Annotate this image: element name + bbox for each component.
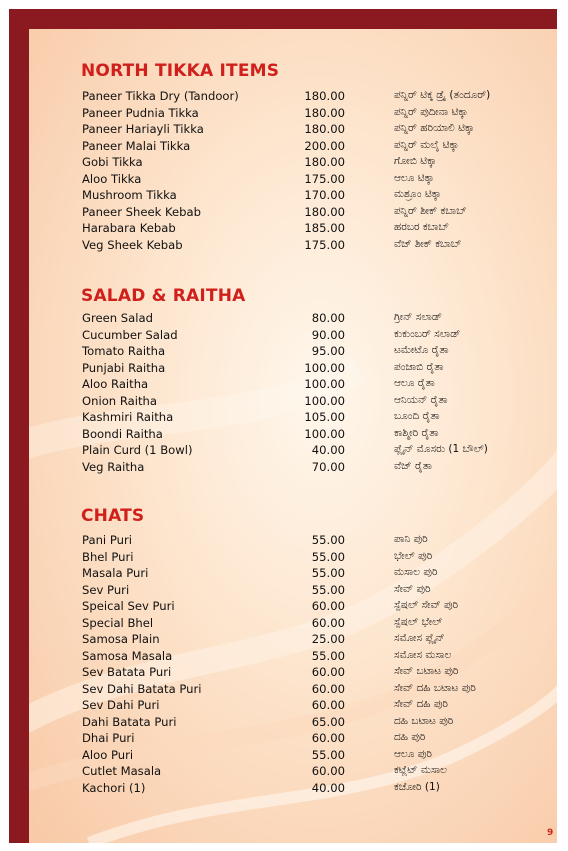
menu-item [29, 394, 557, 411]
menu-item [29, 410, 557, 427]
item-name-kannada: ಪನ್ನಿರ್ ಹರಿಯಾಲಿ ಟಿಕ್ಕಾ [394, 122, 475, 134]
item-name: Pani Puri [82, 533, 132, 547]
item-name-kannada: ಆನಿಯನ್ ರೈತಾ [394, 393, 448, 406]
item-name-kannada: ಮಸಾಲ ಪುರಿ [394, 566, 438, 578]
item-price: 100.00 [304, 426, 345, 441]
item-name-kannada: ಗ್ರೀನ್ ಸಲಾಡ್ [394, 311, 442, 323]
menu-item [29, 205, 557, 222]
item-price: 100.00 [304, 377, 345, 391]
item-price: 175.00 [304, 171, 345, 186]
item-name-kannada: ಆಲೂ ರೈತಾ [394, 377, 435, 389]
item-name: Paneer Sheek Kebab [82, 204, 201, 219]
item-name: Mushroom Tikka [82, 188, 177, 202]
item-name-kannada: ಸ್ಪೆಷಲ್ ಸೇವ್ ಪುರಿ [394, 599, 459, 611]
menu-item [29, 599, 557, 616]
item-price: 60.00 [311, 698, 345, 712]
item-price: 55.00 [311, 549, 345, 564]
item-name: Boondi Raitha [82, 426, 163, 441]
item-price: 80.00 [311, 311, 345, 325]
page-border [9, 9, 557, 843]
item-price: 55.00 [311, 566, 345, 580]
item-name-kannada: ಸಮೋಸ ಪ್ಲೈನ್ [394, 632, 445, 644]
section-title-north-tikka: NORTH TIKKA ITEMS [81, 61, 280, 81]
menu-item [29, 328, 557, 345]
item-price: 100.00 [304, 393, 345, 408]
item-name: Cutlet Masala [82, 764, 162, 778]
menu-item [29, 550, 557, 567]
item-name: Dahi Batata Puri [82, 714, 177, 729]
menu-item [29, 377, 557, 394]
item-name-kannada: ಬೂಂದಿ ರೈತಾ [394, 410, 440, 422]
item-name: Harabara Kebab [82, 221, 176, 235]
item-price: 70.00 [311, 459, 345, 474]
item-price: 65.00 [311, 714, 345, 729]
item-name-kannada: ಪ್ಲೈನ್ ಮೊಸರು (1 ಬೌಲ್) [394, 443, 488, 455]
menu-item [29, 427, 557, 444]
item-price: 60.00 [311, 681, 345, 696]
item-price: 55.00 [311, 582, 345, 597]
north-tikka-list [29, 89, 557, 254]
menu-item [29, 781, 557, 798]
item-price: 200.00 [304, 138, 345, 153]
item-price: 60.00 [311, 731, 345, 745]
item-name-kannada: ಸೇವ್ ದಹಿ ಬಟಾಟ ಪುರಿ [394, 681, 476, 694]
menu-item [29, 665, 557, 682]
menu-item [29, 731, 557, 748]
item-name: Sev Dahi Puri [82, 698, 160, 712]
item-name: Cucumber Salad [82, 327, 178, 342]
item-name-kannada: ಸೇವ್ ದಹಿ ಪುರಿ [394, 698, 448, 710]
item-price: 60.00 [311, 599, 345, 613]
item-name-kannada: ವೆಜ್ ರೈತಾ [394, 459, 432, 472]
item-price: 40.00 [311, 443, 345, 457]
menu-item [29, 221, 557, 238]
item-name-kannada: ಸ್ಪೆಷಲ್ ಭೇಲ್ [394, 615, 443, 628]
item-name: Aloo Raitha [82, 377, 149, 391]
item-name: Speical Sev Puri [82, 599, 175, 613]
item-name-kannada: ಪನ್ನಿರ್ ಟಿಕ್ಕ ಡ್ರೈ (ತಂದೂರ್) [394, 89, 491, 101]
menu-item [29, 583, 557, 600]
menu-item [29, 682, 557, 699]
item-name-kannada: ಭೇಲ್ ಪುರಿ [394, 549, 433, 562]
item-name-kannada: ಆಲೂ ಪುರಿ [394, 747, 432, 760]
section-title-chats: CHATS [81, 506, 145, 526]
item-name-kannada: ಸಮೋಸ ಮಸಾಲ [394, 648, 452, 661]
menu-page [29, 29, 557, 843]
item-name-kannada: ಕುಕುಂಬರ್ ಸಲಾಡ್ [394, 327, 461, 340]
item-name: Paneer Pudnia Tikka [82, 105, 199, 120]
item-name-kannada: ಕಟ್ಲೆಟ್ ಮಸಾಲ [394, 764, 447, 776]
item-price: 55.00 [311, 533, 345, 547]
item-price: 180.00 [304, 204, 345, 219]
menu-item [29, 188, 557, 205]
item-price: 60.00 [311, 615, 345, 630]
item-price: 175.00 [304, 237, 345, 252]
item-name-kannada: ಸೇವ್ ಪುರಿ [394, 582, 431, 595]
menu-item [29, 155, 557, 172]
menu-item [29, 715, 557, 732]
menu-item [29, 361, 557, 378]
menu-item [29, 344, 557, 361]
item-name-kannada: ಪಾನಿ ಪುರಿ [394, 533, 428, 545]
item-name-kannada: ಸೇವ್ ಬಟಾಟ ಪುರಿ [394, 665, 459, 677]
item-name-kannada: ಹರಬರ ಕಬಾಬ್ [394, 221, 450, 233]
item-price: 95.00 [311, 344, 345, 358]
menu-item [29, 460, 557, 477]
item-name: Dhai Puri [82, 731, 135, 745]
item-name-kannada: ಪಂಜಾಬಿ ರೈತಾ [394, 360, 444, 373]
menu-item [29, 698, 557, 715]
item-name: Masala Puri [82, 566, 149, 580]
item-name-kannada: ಪನ್ನಿರ್ ಪುದೀನಾ ಟಿಕ್ಕಾ [394, 105, 468, 118]
chats-list [29, 533, 557, 797]
item-name: Punjabi Raitha [82, 360, 166, 375]
item-price: 40.00 [311, 780, 345, 795]
menu-item [29, 566, 557, 583]
item-price: 55.00 [311, 747, 345, 762]
menu-item [29, 616, 557, 633]
item-name-kannada: ಗೋಬಿ ಟಿಕ್ಕಾ [394, 155, 437, 167]
menu-item [29, 443, 557, 460]
item-price: 180.00 [304, 155, 345, 169]
item-name-kannada: ವೆಜ್ ಶೀಕ್ ಕಬಾಬ್ [394, 237, 462, 250]
item-price: 60.00 [311, 665, 345, 679]
item-price: 185.00 [304, 221, 345, 235]
item-name-kannada: ಆಲೂ ಟಿಕ್ಕಾ [394, 171, 435, 184]
item-name: Veg Sheek Kebab [82, 237, 183, 252]
item-name: Paneer Malai Tikka [82, 138, 191, 153]
item-name-kannada: ಕಾಶ್ಮೀರಿ ರೈತಾ [394, 426, 439, 439]
item-name-kannada: ಪನ್ನಿರ್ ಶೀಕ್ ಕಬಾಬ್ [394, 204, 467, 217]
item-name: Samosa Masala [82, 648, 173, 663]
item-name: Aloo Puri [82, 747, 134, 762]
item-name: Plain Curd (1 Bowl) [82, 443, 193, 457]
item-price: 180.00 [304, 105, 345, 120]
item-price: 100.00 [304, 360, 345, 375]
item-name: Veg Raitha [82, 459, 145, 474]
item-name-kannada: ದಹಿ ಪುರಿ [394, 731, 426, 743]
item-price: 60.00 [311, 764, 345, 778]
menu-item [29, 311, 557, 328]
item-price: 90.00 [311, 327, 345, 342]
item-name: Samosa Plain [82, 632, 160, 646]
salad-raitha-list [29, 311, 557, 476]
item-price: 55.00 [311, 648, 345, 663]
menu-item [29, 172, 557, 189]
item-name: Sev Batata Puri [82, 665, 172, 679]
menu-item [29, 122, 557, 139]
menu-item [29, 533, 557, 550]
item-price: 105.00 [304, 410, 345, 424]
item-name: Sev Dahi Batata Puri [82, 681, 202, 696]
item-name: Kashmiri Raitha [82, 410, 174, 424]
item-name: Kachori (1) [82, 780, 146, 795]
item-name-kannada: ಪನ್ನಿರ್ ಮಲೈ ಟಿಕ್ಕಾ [394, 138, 459, 151]
item-name-kannada: ಮಶ್ರೂಂ ಟಿಕ್ಕಾ [394, 188, 442, 200]
menu-item [29, 632, 557, 649]
item-name-kannada: ಕಚೋರಿ (1) [394, 780, 440, 793]
item-name-kannada: ದಹಿ ಬಟಾಟ ಪುರಿ [394, 714, 454, 727]
item-name-kannada: ಟಮೇಟೊ ರೈತಾ [394, 344, 449, 356]
item-name: Paneer Tikka Dry (Tandoor) [82, 89, 239, 103]
item-price: 25.00 [311, 632, 345, 646]
item-price: 180.00 [304, 122, 345, 136]
item-name: Gobi Tikka [82, 155, 143, 169]
item-name: Tomato Raitha [82, 344, 166, 358]
menu-item [29, 106, 557, 123]
item-name: Sev Puri [82, 582, 130, 597]
menu-item [29, 238, 557, 255]
menu-item [29, 139, 557, 156]
menu-item [29, 764, 557, 781]
item-name: Paneer Hariayli Tikka [82, 122, 204, 136]
item-name: Special Bhel [82, 615, 154, 630]
item-price: 180.00 [304, 89, 345, 103]
menu-item [29, 748, 557, 765]
item-name: Aloo Tikka [82, 171, 142, 186]
item-price: 170.00 [304, 188, 345, 202]
item-name: Onion Raitha [82, 393, 157, 408]
item-name: Bhel Puri [82, 549, 134, 564]
page-number: 9 [547, 828, 554, 838]
section-title-salad-raitha: SALAD & RAITHA [81, 286, 246, 306]
menu-item [29, 89, 557, 106]
item-name: Green Salad [82, 311, 153, 325]
menu-item [29, 649, 557, 666]
